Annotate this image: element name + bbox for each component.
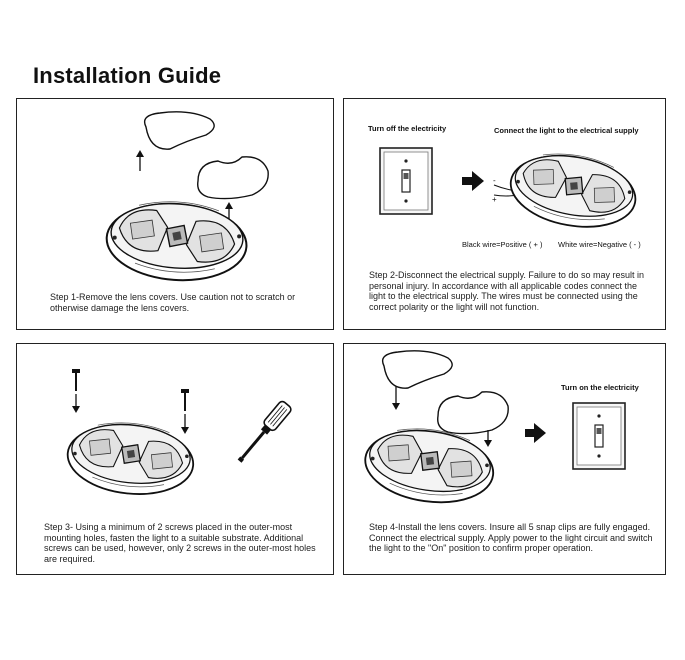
lens-cover-icon — [438, 392, 508, 434]
arrow-down-icon — [181, 427, 189, 434]
arrow-up-icon — [225, 202, 233, 209]
screwdriver-icon — [234, 400, 292, 466]
connect-label: Connect the light to the electrical supply — [494, 126, 639, 135]
step-4-panel — [343, 343, 666, 575]
lens-cover-icon — [198, 157, 268, 199]
arrow-down-icon — [392, 403, 400, 410]
screw-icon — [72, 369, 80, 391]
light-fixture-icon — [104, 197, 249, 285]
light-switch-icon — [573, 403, 625, 469]
light-switch-icon — [380, 148, 432, 214]
arrow-right-icon — [462, 171, 484, 191]
step-1-caption: Step 1-Remove the lens covers. Use caution not to scratch or otherwise damage the lens covers. — [50, 292, 296, 313]
turn-on-label: Turn on the electricity — [561, 383, 639, 392]
svg-text:+: + — [492, 195, 497, 204]
light-fixture-icon — [64, 417, 197, 500]
light-fixture-icon — [505, 145, 641, 236]
step-2-illustration — [344, 99, 667, 259]
step-2-panel — [343, 98, 666, 330]
step-3-illustration — [17, 344, 335, 519]
lens-cover-icon — [145, 112, 215, 149]
arrow-right-icon — [525, 423, 546, 443]
step-4-caption: Step 4-Install the lens covers. Insure all 5 snap clips are fully engaged. Connect the electrical supply. Apply power to the light circuit and switch the light to the "On" position to confirm proper operation. — [369, 522, 653, 553]
black-wire-label: Black wire=Positive ( + ) — [462, 240, 543, 249]
screw-icon — [181, 389, 189, 411]
lens-cover-icon — [383, 351, 453, 388]
step-4-illustration — [344, 344, 667, 519]
svg-text:-: - — [493, 176, 496, 185]
page-title: Installation Guide — [33, 63, 222, 88]
arrow-down-icon — [484, 440, 492, 447]
step-1-panel — [16, 98, 334, 330]
step-2-caption: Step 2-Disconnect the electrical supply. Failure to do so may result in personal injury. In accordance with all applicable codes connect the light to the electrical supply. The wires must be connected using the correct polarity or the light will not function. — [369, 270, 644, 312]
step-1-illustration — [17, 99, 335, 289]
step-3-panel — [16, 343, 334, 575]
light-fixture-icon — [361, 421, 499, 510]
arrow-up-icon — [136, 150, 144, 157]
white-wire-label: White wire=Negative ( - ) — [558, 240, 641, 249]
turn-off-label: Turn off the electricity — [368, 124, 447, 133]
step-3-caption: Step 3- Using a minimum of 2 screws placed in the outer-most mounting holes, fasten the light to a suitable substrate. Additional screws can be used, however, only 2 screws in the outer-most holes are required. — [44, 522, 316, 564]
arrow-down-icon — [72, 406, 80, 413]
